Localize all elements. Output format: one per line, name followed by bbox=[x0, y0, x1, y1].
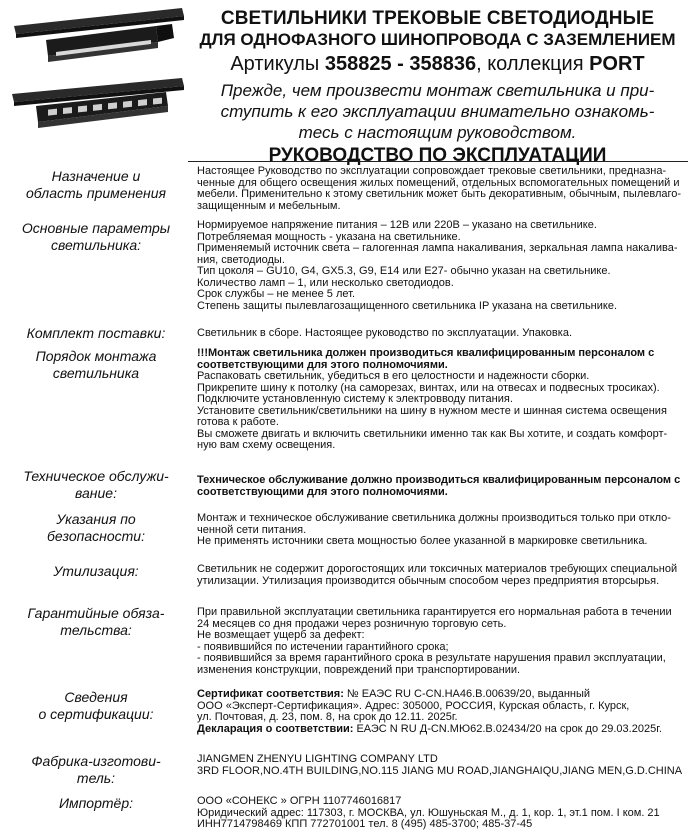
section-label: Назначение и область применения bbox=[25, 168, 167, 201]
section-label: Комплект поставки: bbox=[26, 325, 166, 341]
warning-notice bbox=[185, 80, 690, 143]
section-label: Утилизация: bbox=[53, 563, 139, 579]
section-body: !!!Монтаж светильника должен производиться квалифицированным персоналом с соответствующими для этого полномочиями. Распаковать светильник, убедиться в его целостности и надежности сборки. Прикрепите шину к потолку (на саморезах, винтах, или на отвесах и подвесных тросиках). Подключите установленную систему к электровводу питания. Установите светильник/светильники на шину в нужном месте и шинная система освещения готова к работе. Вы сможете двигать и включить светильники именно так как Вы хотите, и создать комфорт- ную вам схему освещения. bbox=[197, 347, 668, 451]
articles-range: 358825 - 358836 bbox=[324, 53, 477, 75]
section-body: При правильной эксплуатации светильника гарантируется его нормальная работа в течении 24 месяцев со дня продажи через розничную торговую сеть. Не возмещает ущерб за дефект: - появившийся по истечении гарантийного срока; - появившийся за время гарантийного срока в результате нарушения правил эксплуатации, изменения конструкции, повреждений при транспортировании. bbox=[197, 606, 672, 676]
track-light-long-image bbox=[6, 76, 186, 146]
title-line-1: СВЕТИЛЬНИКИ ТРЕКОВЫЕ СВЕТОДИОДНЫЕ bbox=[220, 8, 655, 29]
section-body: ООО «СОНЕКС » ОГРН 1107746016817 Юридический адрес: 117303, г. МОСКВА, ул. Юшуньская М., д. 1, кор. 1, эт.1 пом. I ком. 21 ИНН7714798469 КПП 772701001 тел. 8 (495) 485-3700; 485-37-45 bbox=[197, 795, 660, 830]
section-body: JIANGMEN ZHENYU LIGHTING COMPANY LTD 3RD FLOOR,NO.4TH BUILDING,NO.115 JIANG MU ROAD,JIANGHAIQU,JIANG MEN,G.D.CHINA bbox=[197, 753, 683, 777]
section-body: Светильник в сборе. Настоящее руководство по эксплуатации. Упаковка. bbox=[197, 327, 572, 339]
collection-prefix: , коллекция bbox=[476, 53, 590, 75]
section-label: Техническое обслужи- вание: bbox=[23, 468, 169, 501]
warning-line-1: Прежде, чем произвести монтаж светильника и при- bbox=[220, 81, 655, 100]
articles-prefix: Артикулы bbox=[230, 53, 325, 75]
section-label: Импортёр: bbox=[58, 795, 133, 811]
section-label: Сведения о сертификации: bbox=[38, 689, 154, 722]
track-light-short-image bbox=[6, 4, 186, 74]
warning-line-3: тесь с настоящим руководством. bbox=[298, 123, 577, 142]
section-body: Монтаж и техническое обслуживание светильника должны производиться только при откло- ченной сети питания. Не применять источники света мощностью более указанной в маркировке светильника. bbox=[197, 512, 671, 547]
document-header bbox=[185, 8, 690, 168]
warning-line-2: ступить к его эксплуатации внимательно ознакомь- bbox=[220, 102, 655, 121]
manual-title: РУКОВОДСТВО ПО ЭКСПЛУАТАЦИИ bbox=[268, 145, 607, 166]
section-label: Гарантийные обяза- тельства: bbox=[27, 605, 165, 638]
section-label: Указания по безопасности: bbox=[47, 511, 145, 544]
header-divider bbox=[188, 161, 688, 162]
section-body: Настоящее Руководство по эксплуатации сопровождает трековые светильники, предназна- ченные для общего освещения жилых помещений, отдельных вспомогательных помещений и мебели. Применительно к этому светильник может быть декоративным, обычным, пылевлаго- защищенным и мебельным. bbox=[197, 165, 682, 212]
section-label: Порядок монтажа светильника bbox=[35, 348, 157, 381]
section-body: Светильник не содержит дорогостоящих или токсичных материалов требующих специальной утилизации. Утилизация производится обычным способом через предприятия вторсырья. bbox=[197, 563, 678, 587]
section-body: Сертификат соответствия: № ЕАЭС RU С-CN.НА46.В.00639/20, выданный ООО «Эксперт-Сертификация». Адрес: 305000, РОССИЯ, Курская область, г. Курск, ул. Почтовая, д. 23, пом. 8, на срок до 12.11. 2025г. Декларация о соответствии: ЕАЭС N RU Д-CN.МЮ62.В.02434/20 на срок до 29.03.2025г. bbox=[197, 688, 662, 735]
section-label: Фабрика-изготови- тель: bbox=[31, 753, 161, 786]
section-label: Основные параметры светильника: bbox=[21, 220, 171, 253]
articles-line bbox=[185, 51, 690, 77]
collection-name: PORT bbox=[589, 53, 645, 75]
section-body: Техническое обслуживание должно производиться квалифицированным персоналом с соответствующими для этого полномочиями. bbox=[197, 474, 681, 498]
title-line-2: ДЛЯ ОДНОФАЗНОГО ШИНОПРОВОДА С ЗАЗЕМЛЕНИЕМ bbox=[199, 30, 676, 49]
section-body: Нормируемое напряжение питания – 12В или 220В – указано на светильнике. Потребляемая мощность - указана на светильнике. Применяемый источник света – галогенная лампа накаливания, зеркальная лампа накалива- ния, светодиоды. Тип цоколя – GU10, G4, GX5.3, G9, E14 или E27- обычно указан на светильнике. Количество ламп – 1, или несколько светодиодов. Срок службы – не менее 5 лет. Степень защиты пылевлагозащищенного светильника IP указана на светильнике. bbox=[197, 219, 678, 312]
